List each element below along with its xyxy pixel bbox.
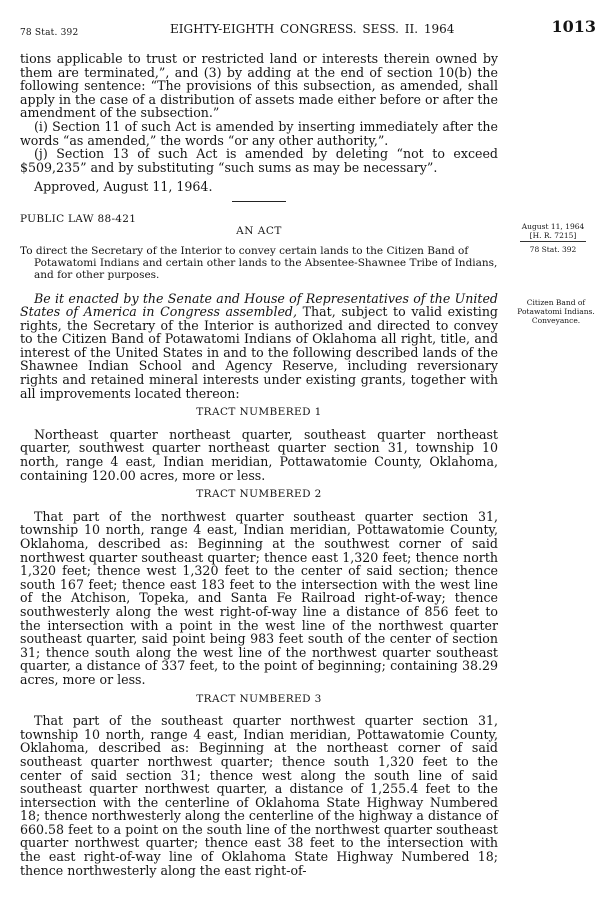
margin-conveyance: Conveyance. xyxy=(531,316,581,325)
tract-description: Northeast quarter northeast quarter, southeast quarter northeast quarter, southwest quarter northeast quarter section 31, township 10 north, range 4 east, Indian meridian, Pottawatomie County, Oklahoma, containing 120.00 acres, more or less. xyxy=(20,426,498,483)
header-stat-citation: 78 Stat. 392 xyxy=(20,28,79,38)
tract-heading: TRACT NUMBERED 2 xyxy=(196,488,322,501)
tract-description: That part of the southeast quarter northwest quarter section 31, township 10 north, range 4 east, Indian meridian, Pottawatomie County, Oklahoma, described as: Beginning at the northeast corner of said southeast quarter northwest quarter; thence south 1,320 feet to the center of said section 31; thence west along the south line of said southeast quarter northwest quarter, a distance of 1,255.4 feet to the intersection with the centerline of Oklahoma State Highway Numbered 18; thence northwesterly along the centerline of the highway a distance of 660.58 feet to a point on the south line of the northwest quarter southeast quarter northwest quarter; thence east 38 feet to the intersection with the east right-of-way line of Oklahoma State Highway Numbered 18; thence northwesterly along the east right-of- xyxy=(20,713,498,878)
enacting-text: That, subject to valid existing rights, the Secretary of the Interior is authorized and directed to convey to the Citizen Band of Potawatomi Indians of Oklahoma all right, title, and interest of the United States in and to the following described lands of the Shawnee Indian School and Agency Reserve, including reversionary rights and retained mineral interests under existing grants, together with all improvements located thereon: xyxy=(20,304,498,401)
section-divider xyxy=(232,201,286,202)
page-number: 1013 xyxy=(551,17,596,36)
margin-date: August 11, 1964 xyxy=(521,222,585,231)
an-act-heading: AN ACT xyxy=(236,224,282,237)
tract-heading: TRACT NUMBERED 1 xyxy=(196,406,322,419)
margin-stat: 78 Stat. 392 xyxy=(529,245,577,254)
margin-note-subject xyxy=(506,298,606,325)
subsection-j: (j) Section 13 of such Act is amended by deleting “not to exceed $509,235” and by substituting “such sums as may be necessary”. xyxy=(20,146,498,175)
enacting-clause xyxy=(20,292,498,401)
continued-paragraph: tions applicable to trust or restricted land or interests therein owned by them are terminated,”, and (3) by adding at the end of section 10(b) the following sentence: “The provisions of this subsection, as amended, shall apply in the case of a distribution of assets made either before or after the amendment of the subsection.” xyxy=(20,51,498,121)
enacting-formula: Be it enacted by the Senate and House of Representatives of the United States of America in Congress assembled, xyxy=(20,290,498,320)
tract-heading: TRACT NUMBERED 3 xyxy=(196,692,322,705)
document-body xyxy=(20,52,498,877)
public-law-number: PUBLIC LAW 88-421 xyxy=(20,212,137,225)
margin-note-bill xyxy=(510,222,596,254)
tract-description: That part of the northwest quarter southeast quarter section 31, township 10 north, range 4 east, Indian meridian, Pottawatomie County, Oklahoma, described as: Beginning at the southwest corner of said northwest quarter southeast quarter; thence east 1,320 feet; thence north 1,320 feet; thence west 1,320 feet to the center of said section; thence south 167 feet; thence east 183 feet to the intersection with the west line of the Atchison, Topeka, and Santa Fe Railroad right-of-way; thence southwesterly along the west right-of-way line a distance of 856 feet to the intersection with a point in the west line of the northwest quarter southeast quarter, said point being 983 feet south of the center of section 31; thence south along the west line of the northwest quarter southeast quarter, a distance of 337 feet, to the point of beginning; containing 38.29 acres, more or less. xyxy=(20,508,498,687)
header-running-title: EIGHTY-EIGHTH CONGRESS. SESS. II. 1964 xyxy=(170,22,455,36)
approval-date: Approved, August 11, 1964. xyxy=(34,179,213,195)
act-purpose: To direct the Secretary of the Interior to convey certain lands to the Citizen Band of Potawatomi Indians and certain other lands to the Absentee-Shawnee Tribe of Indians, and for other purposes. xyxy=(20,245,498,281)
margin-bill-number: [H. R. 7215] xyxy=(520,231,586,242)
subsection-i: (i) Section 11 of such Act is amended by inserting immediately after the words “as amended,” the words “or any other authority,”. xyxy=(20,118,498,148)
margin-subject: Citizen Band of Potawatomi Indians. xyxy=(517,298,595,316)
